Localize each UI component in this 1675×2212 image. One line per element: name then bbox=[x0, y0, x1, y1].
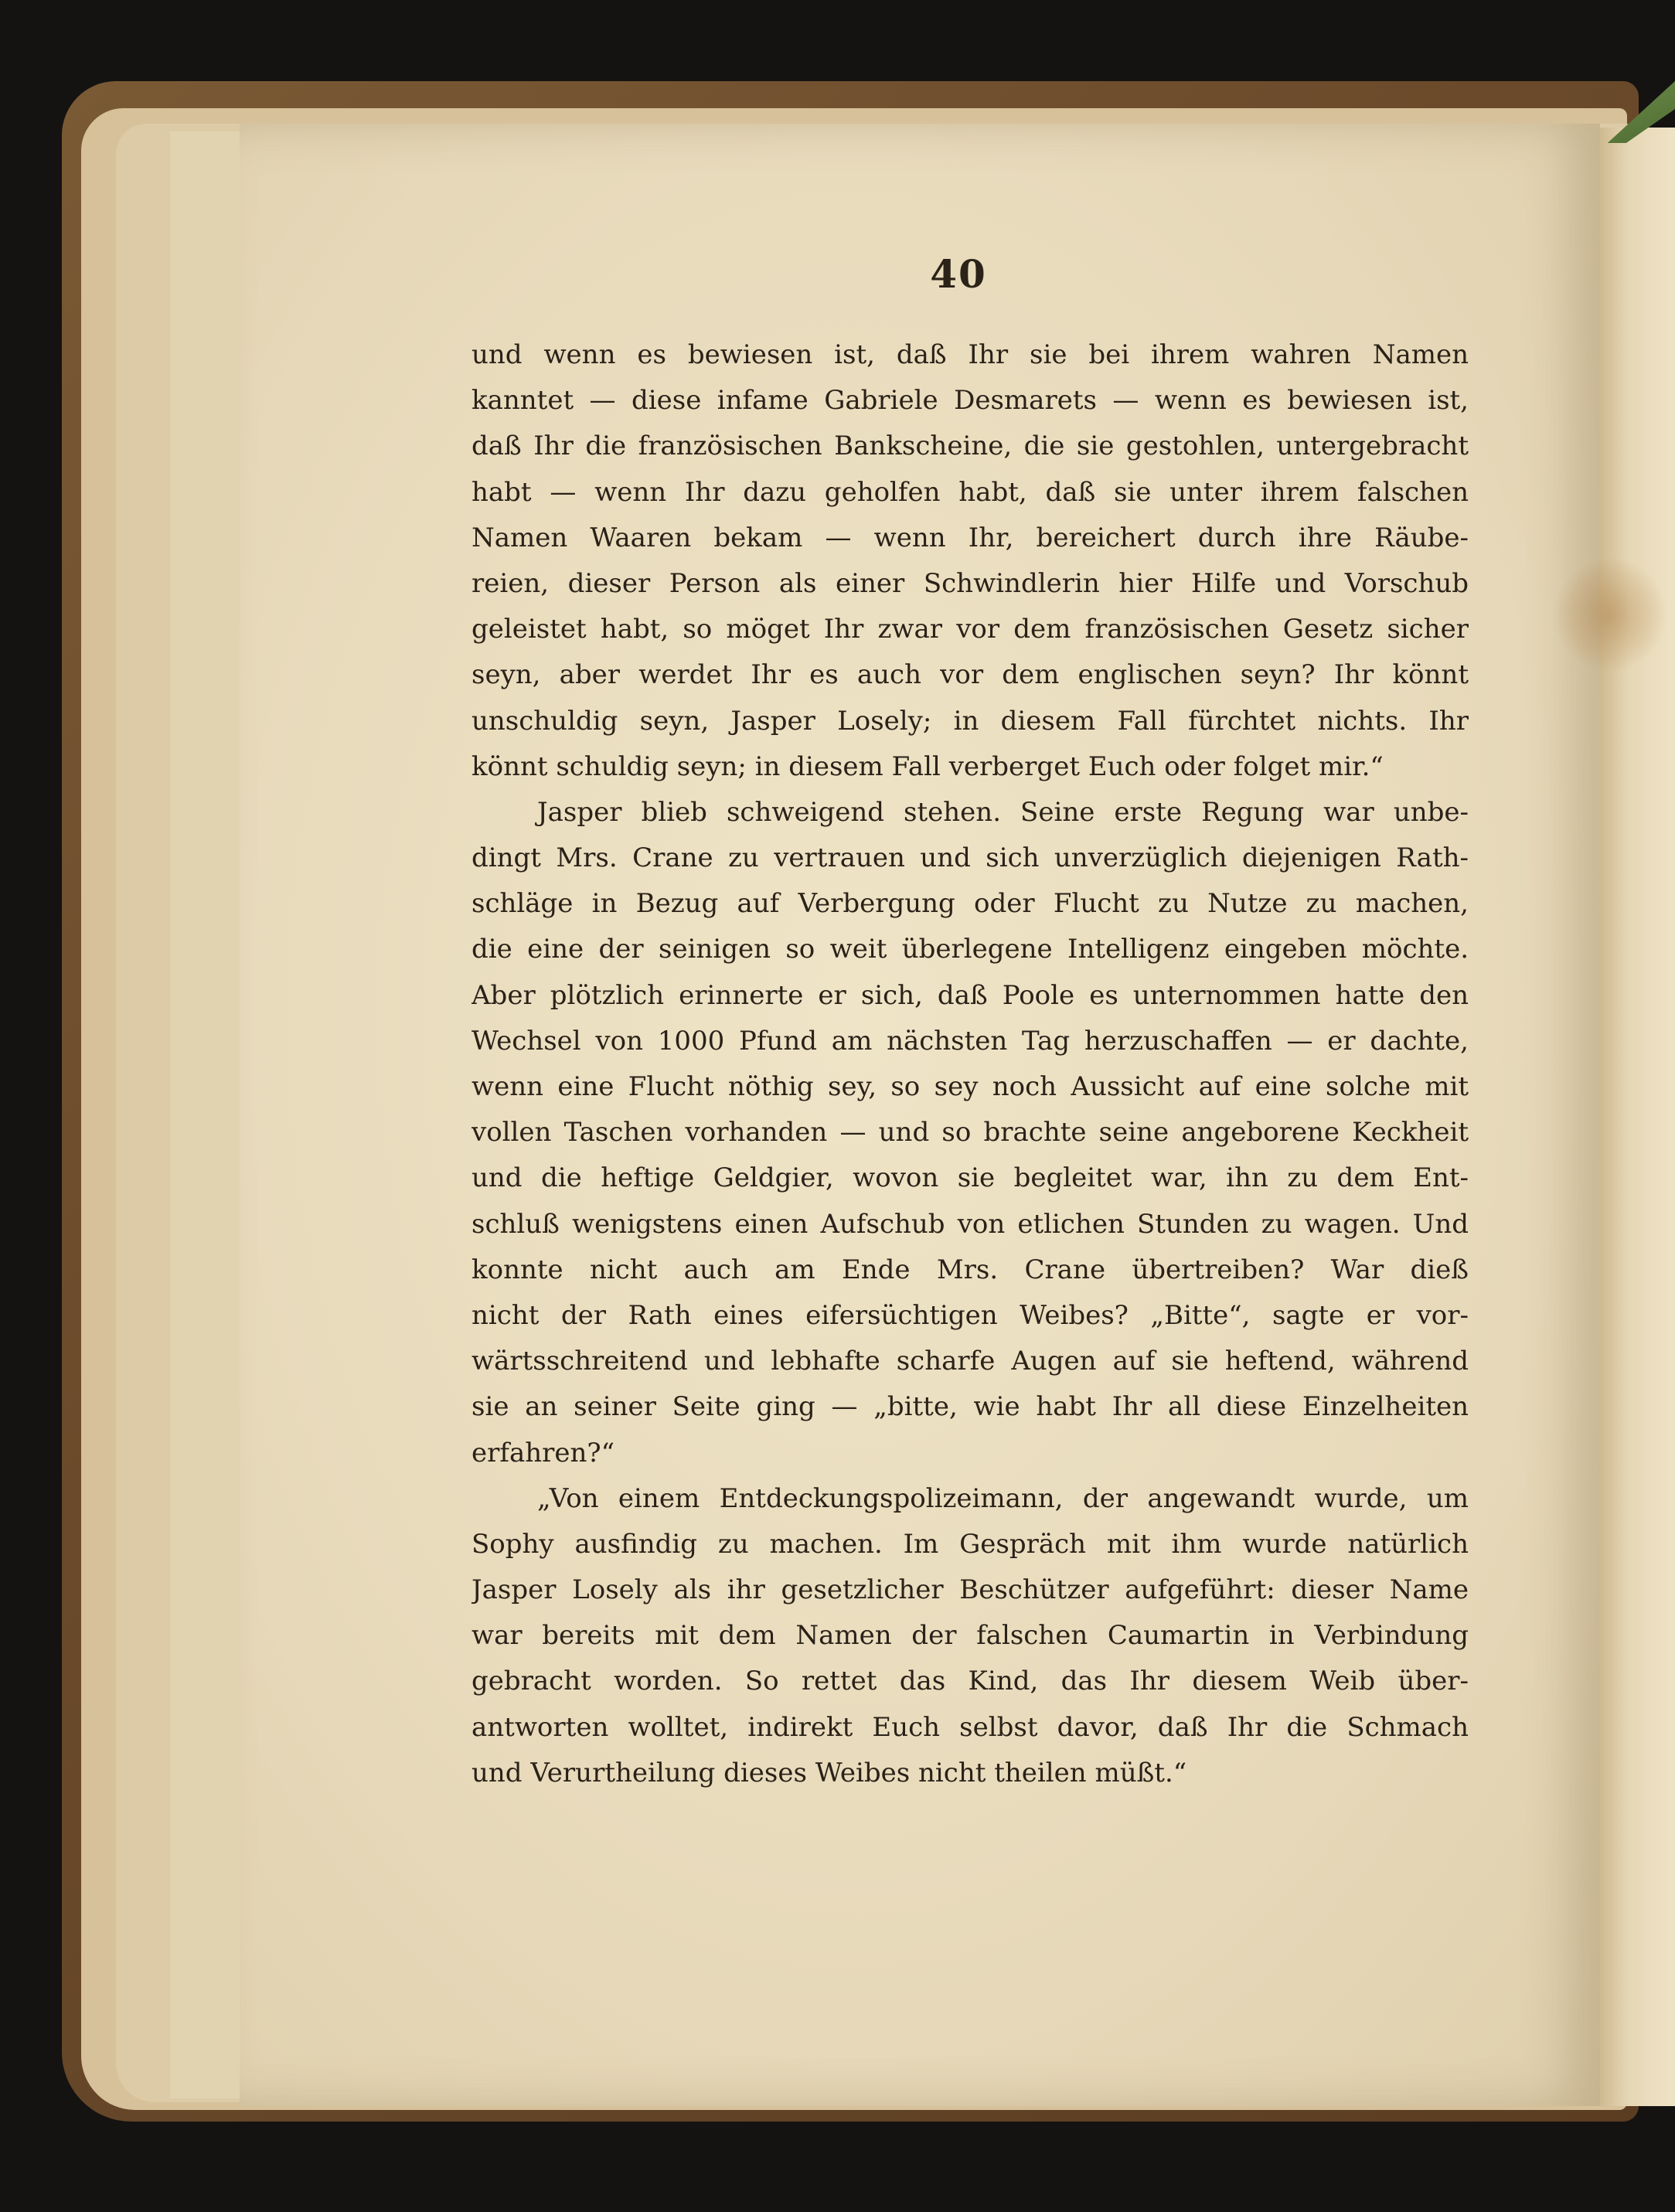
text-line: dingt Mrs. Crane zu vertrauen und sich unverzüglich diejenigen Rath- bbox=[472, 842, 1469, 874]
text-line: Wechsel von 1000 Pfund am nächsten Tag herzuschaffen — er dachte, bbox=[472, 1025, 1469, 1057]
text-line: könnt schuldig seyn; in diesem Fall verberget Euch oder folget mir.“ bbox=[472, 750, 1384, 782]
text-line: Jasper Losely als ihr gesetzlicher Beschützer aufgeführt: dieser Name bbox=[472, 1574, 1469, 1606]
next-page-edge bbox=[1598, 128, 1675, 2106]
text-line: Jasper blieb schweigend stehen. Seine erste Regung war unbe- bbox=[537, 796, 1469, 828]
text-line: und wenn es bewiesen ist, daß Ihr sie bei ihrem wahren Namen bbox=[472, 339, 1469, 370]
text-line: unschuldig seyn, Jasper Losely; in diesem Fall fürchtet nichts. Ihr bbox=[472, 705, 1469, 737]
text-line: wärtsschreitend und lebhafte scharfe Augen auf sie heftend, während bbox=[472, 1346, 1469, 1377]
text-line: vollen Taschen vorhanden — und so brachte seine angeborene Keckheit bbox=[472, 1117, 1469, 1149]
text-line: und Verurtheilung dieses Weibes nicht theilen müßt.“ bbox=[472, 1757, 1187, 1788]
text-line: Aber plötzlich erinnerte er sich, daß Poole es unternommen hatte den bbox=[472, 979, 1469, 1011]
text-line: seyn, aber werdet Ihr es auch vor dem englischen seyn? Ihr könnt bbox=[472, 659, 1469, 691]
text-line: war bereits mit dem Namen der falschen Caumartin in Verbindung bbox=[472, 1620, 1469, 1652]
text-line: gebracht worden. So rettet das Kind, das Ihr diesem Weib über- bbox=[472, 1666, 1469, 1697]
paper-stain bbox=[1552, 556, 1668, 672]
text-line: und die heftige Geldgier, wovon sie begleitet war, ihn zu dem Ent- bbox=[472, 1162, 1469, 1194]
text-line: die eine der seinigen so weit überlegene Intelligenz eingeben möchte. bbox=[472, 934, 1469, 965]
text-line: reien, dieser Person als einer Schwindlerin hier Hilfe und Vorschub bbox=[472, 567, 1469, 599]
text-line: sie an seiner Seite ging — „bitte, wie habt Ihr all diese Einzelheiten bbox=[472, 1391, 1469, 1423]
text-line: wenn eine Flucht nöthig sey, so sey noch Aussicht auf eine solche mit bbox=[472, 1071, 1469, 1102]
text-line: schläge in Bezug auf Verbergung oder Flucht zu Nutze zu machen, bbox=[472, 888, 1469, 920]
text-line: erfahren?“ bbox=[472, 1437, 615, 1468]
text-line: geleistet habt, so möget Ihr zwar vor dem französischen Gesetz sicher bbox=[472, 614, 1469, 645]
text-line: „Von einem Entdeckungspolizeimann, der angewandt wurde, um bbox=[537, 1482, 1469, 1514]
text-line: habt — wenn Ihr dazu geholfen habt, daß sie unter ihrem falschen bbox=[472, 476, 1469, 508]
text-line: nicht der Rath eines eifersüchtigen Weibes? „Bitte“, sagte er vor- bbox=[472, 1299, 1469, 1331]
text-line: antworten wolltet, indirekt Euch selbst davor, daß Ihr die Schmach bbox=[472, 1711, 1469, 1743]
body-text bbox=[472, 332, 1469, 1796]
text-line: kanntet — diese infame Gabriele Desmarets — wenn es bewiesen ist, bbox=[472, 385, 1469, 417]
text-line: Namen Waaren bekam — wenn Ihr, bereichert durch ihre Räube- bbox=[472, 522, 1469, 553]
text-line: konnte nicht auch am Ende Mrs. Crane übertreiben? War dieß bbox=[472, 1254, 1469, 1285]
text-line: Sophy ausfindig zu machen. Im Gespräch mit ihm wurde natürlich bbox=[472, 1528, 1469, 1560]
text-line: schluß wenigstens einen Aufschub von etlichen Stunden zu wagen. Und bbox=[472, 1208, 1469, 1240]
page-number: 40 bbox=[930, 251, 987, 297]
text-line: daß Ihr die französischen Bankscheine, die sie gestohlen, untergebracht bbox=[472, 430, 1469, 462]
